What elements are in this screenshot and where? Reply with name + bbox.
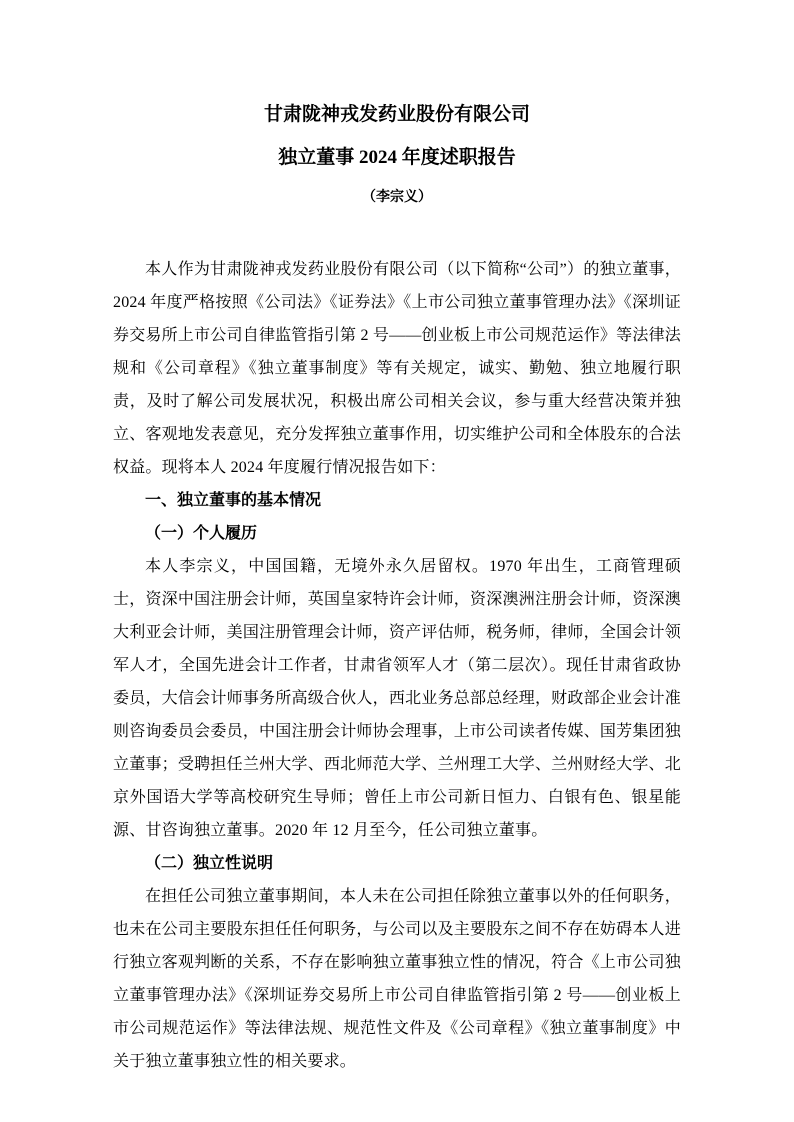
personal-resume-paragraph: 本人李宗义，中国国籍，无境外永久居留权。1970 年出生，工商管理硕士，资深中国注册会计师，英国皇家特许会计师，资深澳洲注册会计师，资深澳大利亚会计师，美国注册管理会计师，资产评估师，税务师，律师，全国会计领军人才，全国先进会计工作者，甘肃省领军人才（第二层次）。现任甘肃省政协委员，大信会计师事务所高级合伙人，西北业务总部总经理，财政部企业会计准则咨询委员会委员，中国注册会计师协会理事，上市公司读者传媒、国芳集团独立董事；受聘担任兰州大学、西北师范大学、兰州理工大学、兰州财经大学、北京外国语大学等高校研究生导师；曾任上市公司新日恒力、白银有色、银星能源、甘咨询独立董事。2020 年 12 月至今，任公司独立董事。 — [113, 558, 681, 839]
document-title-line2: 独立董事 2024 年度述职报告 — [278, 147, 516, 168]
subsection-heading-personal-resume: （一）个人履历 — [145, 525, 258, 542]
document-byline: （李宗义） — [362, 190, 432, 205]
independence-statement-paragraph: 在担任公司独立董事期间，本人未在公司担任除独立董事以外的任何职务，也未在公司主要股东担任任何职务，与公司以及主要股东之间不存在妨碍本人进行独立客观判断的关系，不存在影响独立董事独立性的情况，符合《上市公司独立董事管理办法》《深圳证券交易所上市公司自律监管指引第 2 号——创业板上市公司规范运作》等法律法规、规范性文件及《公司章程》《独立董事制度》中关于独立董事独立性的相关要求。 — [113, 888, 681, 1070]
document-title-line1: 甘肃陇神戎发药业股份有限公司 — [263, 104, 530, 125]
section-heading-basic-info: 一、独立董事的基本情况 — [145, 492, 322, 509]
intro-paragraph: 本人作为甘肃陇神戎发药业股份有限公司（以下简称“公司”）的独立董事，2024 年度严格按照《公司法》《证券法》《上市公司独立董事管理办法》《深圳证券交易所上市公司自律监管指引第 2 号——创业板上市公司规范运作》等法律法规和《公司章程》《独立董事制度》等有关规定，诚实、勤勉、独立地履行职责，及时了解公司发展状况，积极出席公司相关会议，参与重大经营决策并独立、客观地发表意见，充分发挥独立董事作用，切实维护公司和全体股东的合法权益。现将本人 2024 年度履行情况报告如下： — [113, 261, 681, 476]
subsection-heading-independence-statement: （二）独立性说明 — [145, 855, 274, 872]
